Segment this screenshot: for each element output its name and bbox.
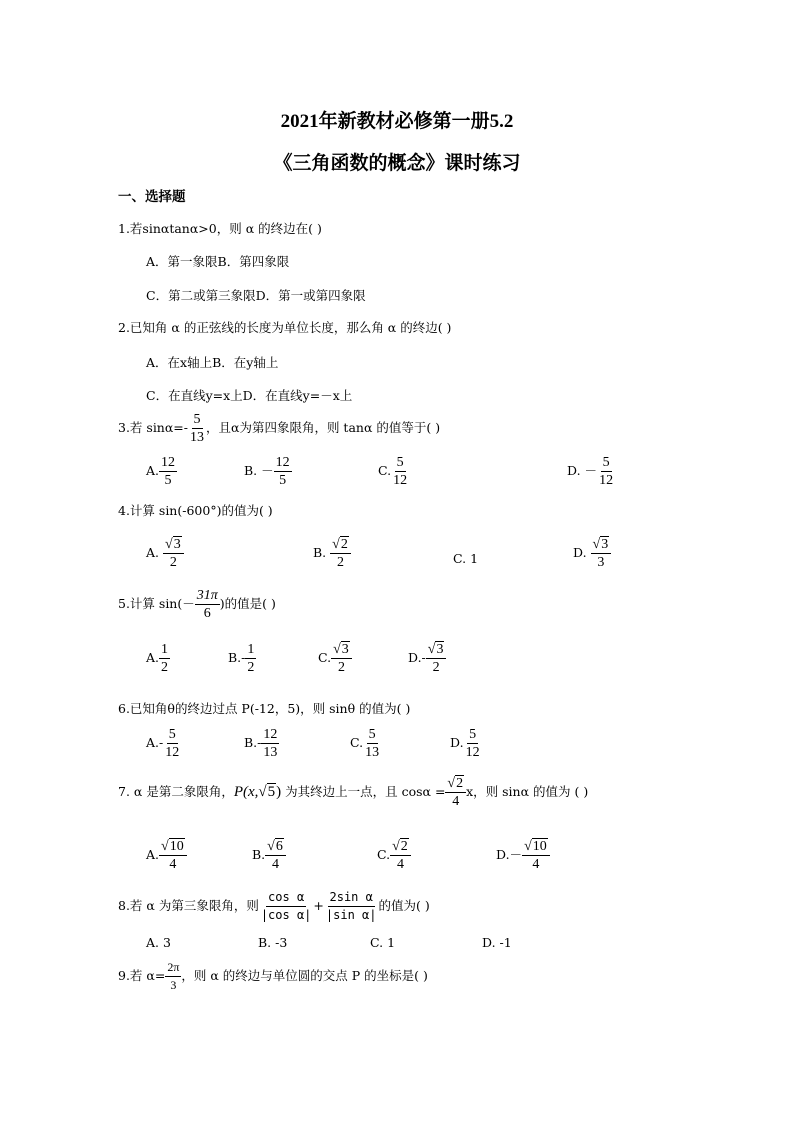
q5-option-a: A. $\frac{1}{2}$	[146, 642, 169, 675]
q5-option-b: B.- $\frac{1}{2}$	[228, 642, 255, 675]
question-5: 5.计算 sin(－ $\frac{31\pi}{6}$ )的值是( )	[118, 588, 276, 621]
question-6: 6.已知角θ的终边过点 P(-12，5)，则 sinθ 的值为( )	[118, 701, 411, 716]
question-2: 2.已知角 α 的正弦线的长度为单位长度，那么角 α 的终边( )	[118, 320, 452, 335]
q8-option-d: D. -1	[482, 935, 512, 950]
q3-num: 5	[193, 412, 201, 427]
question-8: 8.若 α 为第三象限角，则 $\frac{\text{cos α}}{\text{|cos α|}}$ + $\frac{\text{2sin α}}{\text{|sin α|}}$ 的值为( )	[118, 890, 430, 922]
q8-option-a: A. 3	[146, 935, 171, 950]
doc-title-line2: 《三角函数的概念》课时练习	[273, 153, 521, 174]
question-4: 4.计算 sin(-600°)的值为( )	[118, 503, 273, 518]
q6-option-c: C. $\frac{5}{13}$	[350, 727, 380, 760]
q3-den: 13	[190, 430, 205, 445]
q8-option-c: C. 1	[370, 935, 396, 950]
q3-option-a: A. $\frac{12}{5}$	[146, 455, 176, 488]
q7-option-a: A. $\frac{√10}{4}$	[146, 839, 187, 872]
q6-option-b: B.- $\frac{12}{13}$	[244, 727, 278, 760]
doc-title-line1: 2021年新教材必修第一册5.2	[280, 111, 514, 132]
q1-options-cd: C．第二或第三象限D．第一或第四象限	[146, 288, 366, 303]
q5-option-c: C. $\frac{√3}{2}$	[318, 642, 352, 675]
q3-option-d: D. － $\frac{5}{12}$	[567, 455, 614, 488]
question-1: 1.若sinαtanα>0，则 α 的终边在( )	[118, 221, 322, 236]
section-heading: 一、选择题	[118, 189, 186, 205]
q4-option-a: A. $\frac{√3}{2}$	[146, 537, 184, 570]
question-7: 7. α 是第二象限角，P(x,√5) 为其终边上一点，且 cosα = $\frac{√2}{4}$ x，则 sinα 的值为 ( )	[118, 776, 589, 809]
q5-fraction: $\frac{31\pi}{6}$	[196, 588, 218, 621]
q3-fraction	[188, 412, 206, 445]
q2-options-ab: A．在x轴上B．在y轴上	[146, 355, 279, 370]
q7-option-b: B. $\frac{√6}{4}$	[252, 839, 286, 872]
q7-option-c: C. $\frac{√2}{4}$	[377, 839, 411, 872]
question-9: 9.若 α= $\frac{2\pi}{3}$ ，则 α 的终边与单位圆的交点 P 的坐标是( )	[118, 960, 428, 992]
q4-option-d: D. $\frac{√3}{3}$	[573, 537, 611, 570]
q3-prefix: 3.若 sinα=-	[118, 420, 189, 435]
q5-option-d: D.- $\frac{√3}{2}$	[408, 642, 446, 675]
q1-options-ab: A．第一象限B．第四象限	[146, 254, 290, 269]
question-3	[118, 412, 440, 445]
q6-option-a: A.- $\frac{5}{12}$	[146, 727, 180, 760]
q4-option-b: B. $\frac{√2}{2}$	[313, 537, 351, 570]
q3-suffix: ，且α为第四象限角，则 tanα 的值等于( )	[206, 420, 441, 435]
q3-option-c: C. $\frac{5}{12}$	[378, 455, 408, 488]
q6-option-d: D. $\frac{5}{12}$	[450, 727, 480, 760]
q3-option-b: B. － $\frac{12}{5}$	[244, 455, 290, 488]
q4-option-c: C. 1	[453, 551, 479, 566]
q7-option-d: D.－ $\frac{√10}{4}$	[496, 839, 550, 872]
q2-options-cd: C．在直线y=x上D．在直线y=－x上	[146, 388, 353, 403]
q8-option-b: B. -3	[258, 935, 288, 950]
